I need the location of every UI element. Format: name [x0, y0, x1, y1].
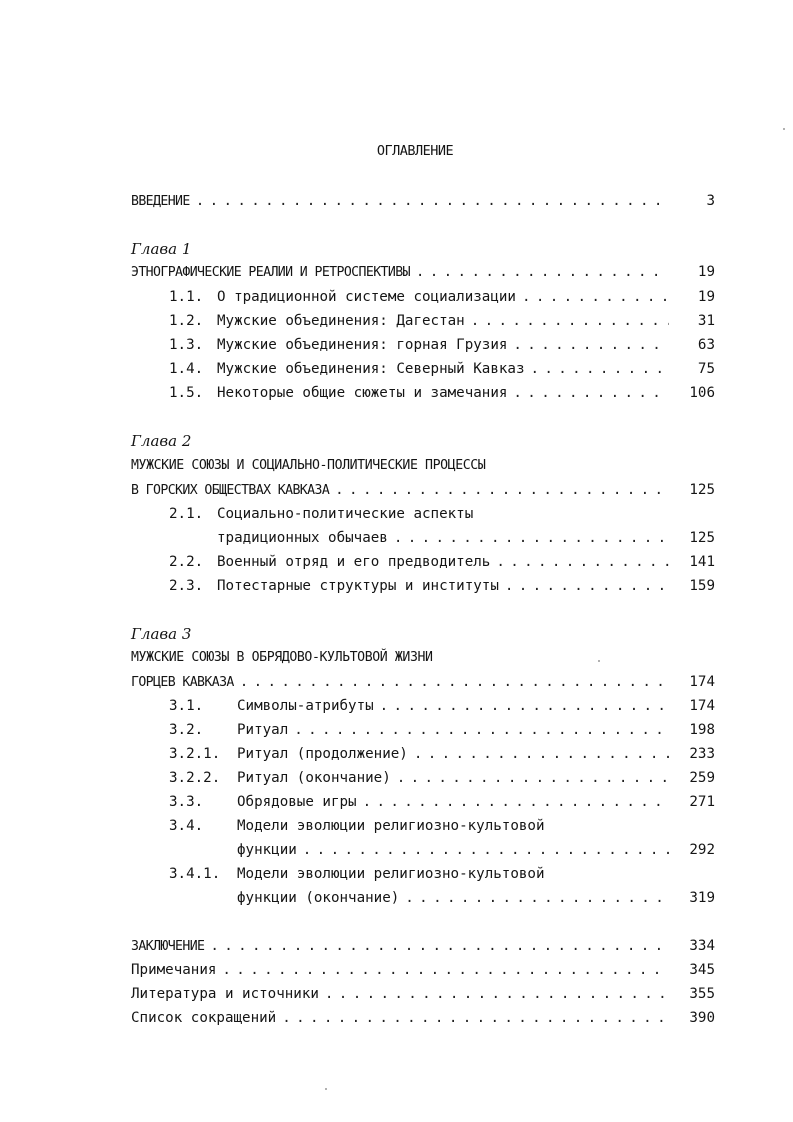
toc-entry-abbreviations — [131, 1007, 715, 1029]
section-title-continued: функции — [237, 839, 303, 861]
section-title: Обрядовые игры — [237, 791, 363, 813]
toc-page-number: 141 — [689, 554, 715, 570]
section-number: 1.5. — [169, 385, 204, 401]
leader-dots — [363, 791, 669, 813]
toc-entry — [237, 887, 715, 909]
toc-page-number: 292 — [689, 842, 715, 858]
toc-page-number: 319 — [689, 890, 715, 906]
section-title: Модели эволюции религиозно-культовой — [237, 818, 545, 834]
leader-dots — [325, 983, 669, 1005]
toc-page-number: 19 — [697, 289, 715, 305]
section-title: Ритуал (окончание) — [237, 767, 397, 789]
toc-page-number: 125 — [689, 482, 715, 498]
toc-entry-label: ЗАКЛЮЧЕНИЕ — [131, 936, 210, 958]
chapter-heading-text: В ГОРСКИХ ОБЩЕСТВАХ КАВКАЗА — [131, 480, 335, 502]
toc-entry — [169, 719, 715, 741]
toc-page-number: 159 — [689, 578, 715, 594]
scan-speck — [325, 1088, 327, 1090]
toc-entry — [169, 334, 715, 356]
chapter-heading-text: ЭТНОГРАФИЧЕСКИЕ РЕАЛИИ И РЕТРОСПЕКТИВЫ — [131, 262, 416, 284]
section-number: 3.2.1. — [169, 746, 221, 762]
leader-dots — [522, 286, 669, 308]
chapter-label: Глава 2 — [131, 432, 192, 450]
toc-page-number: 390 — [689, 1010, 715, 1026]
section-number: 3.3. — [169, 794, 204, 810]
leader-dots — [282, 1007, 669, 1029]
leader-dots — [513, 382, 669, 404]
toc-entry — [169, 286, 715, 308]
section-number: 3.2.2. — [169, 770, 221, 786]
toc-entry — [169, 575, 715, 597]
section-number: 1.1. — [169, 289, 204, 305]
section-title: Мужские объединения: Северный Кавказ — [217, 358, 531, 380]
toc-entry-intro — [131, 190, 715, 212]
leader-dots — [196, 190, 669, 212]
section-title: Потестарные структуры и институты — [217, 575, 505, 597]
toc-page-number: 174 — [689, 698, 715, 714]
leader-dots — [505, 575, 669, 597]
toc-page-number: 345 — [689, 962, 715, 978]
toc-chapter-heading — [131, 261, 715, 283]
section-number: 3.4.1. — [169, 866, 221, 882]
toc-entry-label: Примечания — [131, 959, 222, 981]
leader-dots — [471, 310, 669, 332]
chapter-heading-text: ГОРЦЕВ КАВКАЗА — [131, 672, 240, 694]
toc-entry — [237, 839, 715, 861]
chapter-heading-line: МУЖСКИЕ СОЮЗЫ В ОБРЯДОВО-КУЛЬТОВОЙ ЖИЗНИ — [131, 650, 433, 665]
section-number: 3.4. — [169, 818, 204, 834]
section-number: 2.1. — [169, 506, 204, 522]
section-title: Ритуал (продолжение) — [237, 743, 414, 765]
toc-entry-label: Список сокращений — [131, 1007, 282, 1029]
toc-entry-first-line — [169, 863, 545, 885]
section-title-continued: функции (окончание) — [237, 887, 405, 909]
chapter-label: Глава 3 — [131, 625, 192, 643]
toc-entry — [169, 310, 715, 332]
toc-entry — [169, 743, 715, 765]
toc-entry-first-line — [169, 503, 473, 525]
leader-dots — [380, 695, 669, 717]
toc-entry-label: ВВЕДЕНИЕ — [131, 191, 196, 213]
toc-entry — [169, 358, 715, 380]
toc-entry-literature — [131, 983, 715, 1005]
section-number: 1.2. — [169, 313, 204, 329]
toc-entry-first-line — [169, 815, 545, 837]
leader-dots — [496, 551, 669, 573]
toc-chapter-heading — [131, 671, 715, 693]
section-title: Военный отряд и его предводитель — [217, 551, 496, 573]
section-number: 1.4. — [169, 361, 204, 377]
section-number: 2.3. — [169, 578, 204, 594]
section-number: 3.2. — [169, 722, 204, 738]
toc-page-number: 198 — [689, 722, 715, 738]
section-title: О традиционной системе социализации — [217, 286, 522, 308]
section-title: Некоторые общие сюжеты и замечания — [217, 382, 513, 404]
section-number: 3.1. — [169, 698, 204, 714]
chapter-label: Глава 1 — [131, 240, 192, 258]
toc-entry — [169, 695, 715, 717]
leader-dots — [222, 959, 669, 981]
section-title-continued: традиционных обычаев — [217, 527, 394, 549]
toc-entry-notes — [131, 959, 715, 981]
toc-entry — [217, 527, 715, 549]
toc-page-number: 125 — [689, 530, 715, 546]
toc-page-number: 31 — [697, 313, 715, 329]
toc-page-number: 106 — [689, 385, 715, 401]
scan-speck — [783, 128, 785, 130]
toc-page-number: 75 — [697, 361, 715, 377]
toc-page-number: 3 — [706, 193, 715, 209]
toc-entry-conclusion — [131, 935, 715, 957]
page-title: ОГЛАВЛЕНИЕ — [376, 143, 454, 159]
toc-page-number: 259 — [689, 770, 715, 786]
leader-dots — [405, 887, 669, 909]
leader-dots — [303, 839, 669, 861]
toc-entry-label: Литература и источники — [131, 983, 325, 1005]
toc-page-number: 233 — [689, 746, 715, 762]
leader-dots — [335, 479, 669, 501]
toc-page-number: 334 — [689, 938, 715, 954]
section-title: Ритуал — [237, 719, 294, 741]
leader-dots — [416, 261, 669, 283]
toc-entry — [169, 791, 715, 813]
toc-chapter-heading — [131, 479, 715, 501]
leader-dots — [240, 671, 669, 693]
leader-dots — [210, 935, 669, 957]
leader-dots — [513, 334, 669, 356]
chapter-heading-line: МУЖСКИЕ СОЮЗЫ И СОЦИАЛЬНО-ПОЛИТИЧЕСКИЕ ПРОЦЕССЫ — [131, 458, 486, 473]
leader-dots — [414, 743, 669, 765]
toc-entry — [169, 551, 715, 573]
scan-speck — [598, 660, 600, 662]
leader-dots — [294, 719, 669, 741]
section-title: Символы-атрибуты — [237, 695, 380, 717]
section-title: Социально-политические аспекты — [217, 506, 474, 522]
toc-page-number: 174 — [689, 674, 715, 690]
section-number: 2.2. — [169, 554, 204, 570]
leader-dots — [394, 527, 669, 549]
section-title: Мужские объединения: Дагестан — [217, 310, 471, 332]
toc-page-number: 63 — [697, 337, 715, 353]
toc-page-number: 355 — [689, 986, 715, 1002]
section-title: Мужские объединения: горная Грузия — [217, 334, 513, 356]
leader-dots — [397, 767, 669, 789]
toc-page-number: 271 — [689, 794, 715, 810]
leader-dots — [531, 358, 670, 380]
section-number: 1.3. — [169, 337, 204, 353]
section-title: Модели эволюции религиозно-культовой — [237, 866, 545, 882]
toc-entry — [169, 767, 715, 789]
toc-entry — [169, 382, 715, 404]
toc-page-number: 19 — [697, 264, 715, 280]
